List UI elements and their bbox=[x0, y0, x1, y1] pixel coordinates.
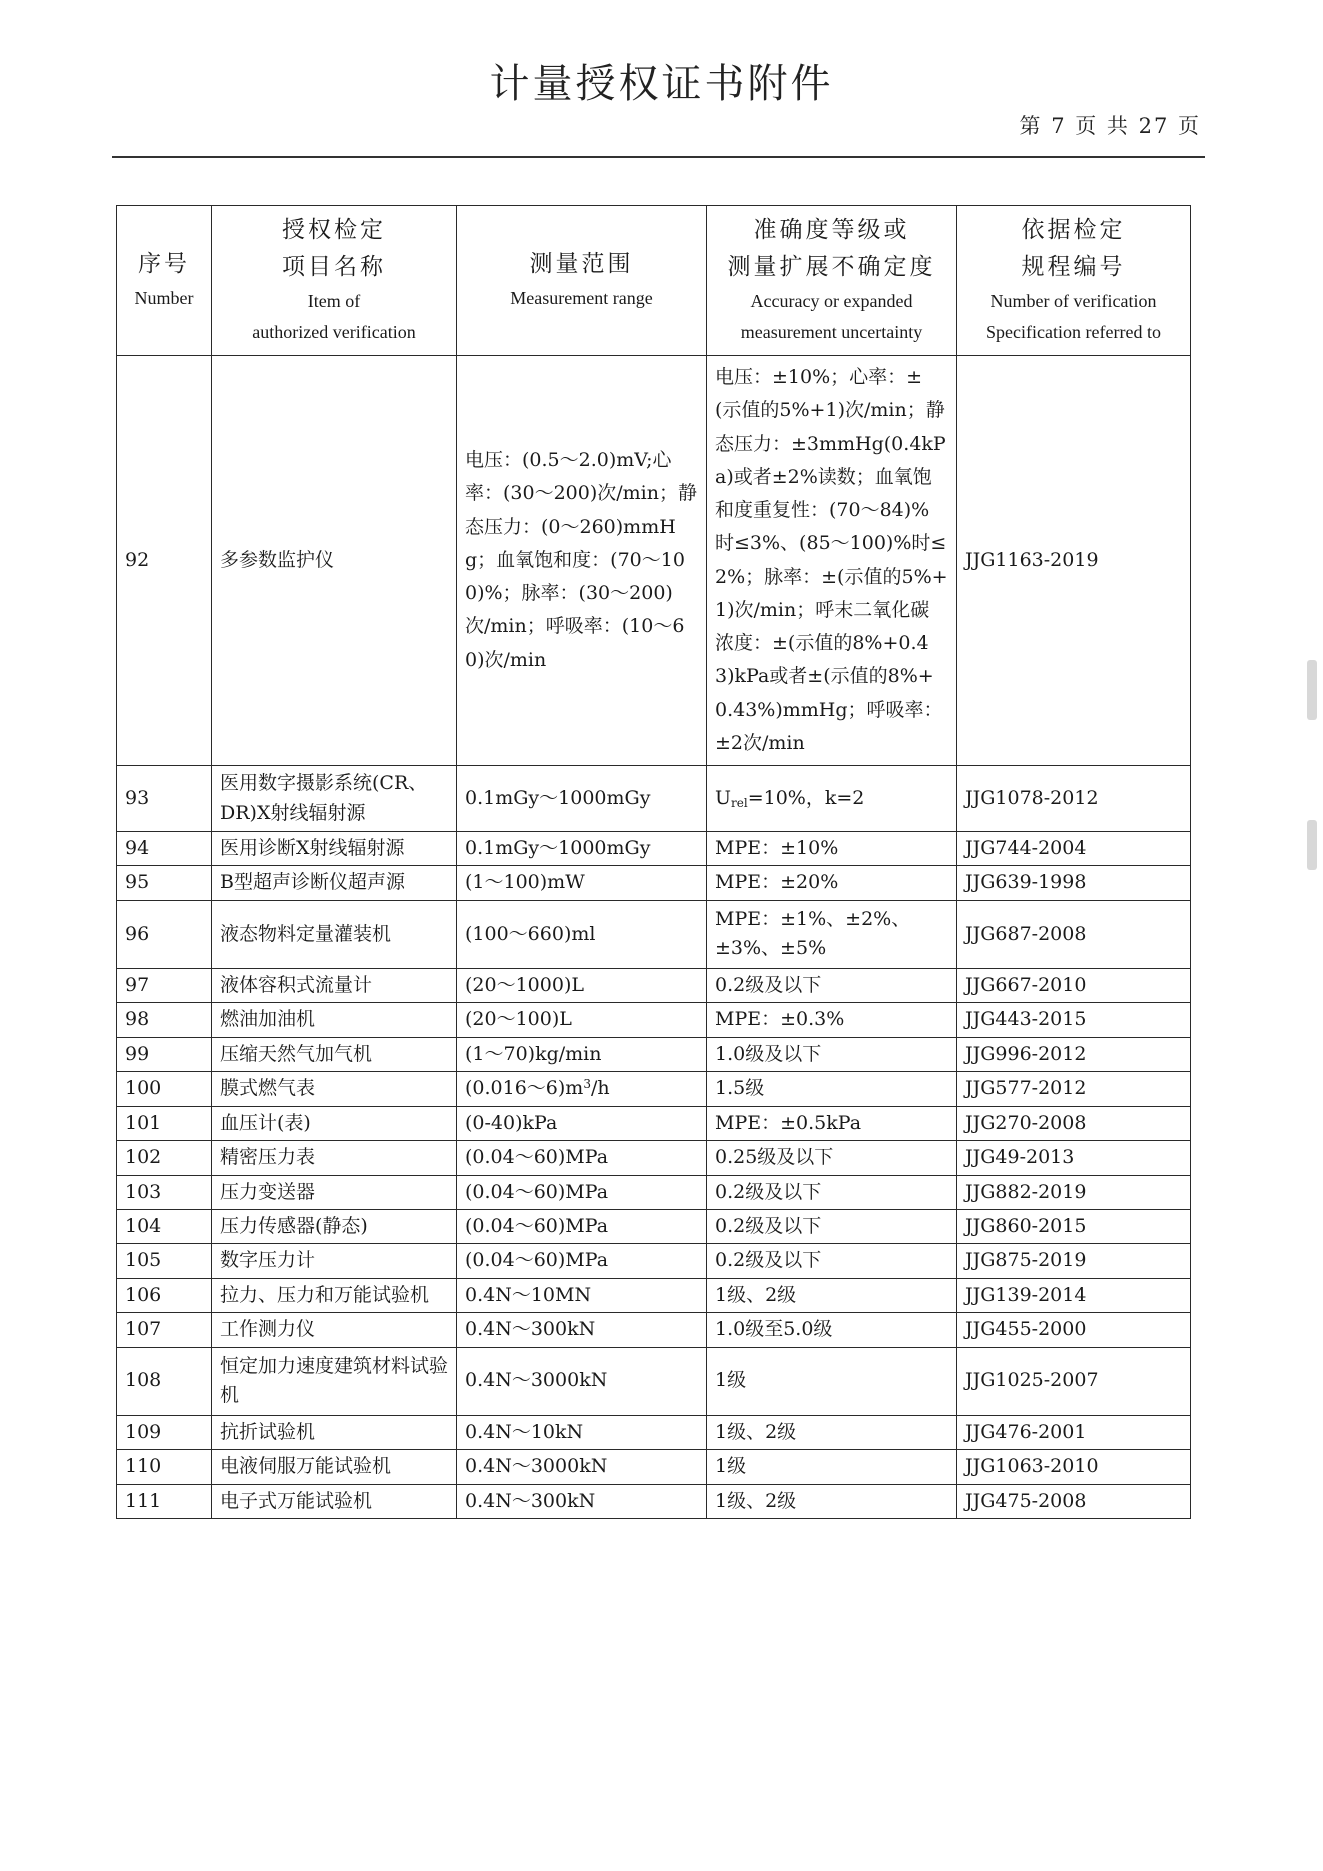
header-accuracy-cn-2: 测量扩展不确定度 bbox=[727, 254, 936, 280]
row-item: 拉力、压力和万能试验机 bbox=[212, 1278, 457, 1312]
table-row bbox=[117, 1003, 1191, 1037]
table-row bbox=[117, 1209, 1191, 1243]
row-item: 抗折试验机 bbox=[212, 1415, 457, 1449]
row-accuracy: 0.2级及以下 bbox=[707, 968, 957, 1002]
header-accuracy-en-1: Accuracy or expanded bbox=[750, 290, 913, 311]
header-number-cn: 序号 bbox=[138, 251, 190, 278]
row-spec: JJG1063-2010 bbox=[957, 1450, 1191, 1484]
row-spec: JJG1163-2019 bbox=[957, 356, 1191, 766]
header-spec-en-2: Specification referred to bbox=[986, 322, 1161, 343]
row-item: 医用数字摄影系统(CR、DR)X射线辐射源 bbox=[212, 766, 457, 832]
row-spec: JJG687-2008 bbox=[957, 900, 1191, 968]
table-header-row bbox=[117, 206, 1191, 356]
row-range: (0.04～60)MPa bbox=[457, 1175, 707, 1209]
row-accuracy: 1级 bbox=[707, 1347, 957, 1415]
row-item: 电子式万能试验机 bbox=[212, 1484, 457, 1518]
header-spec-en-1: Number of verification bbox=[990, 290, 1157, 311]
row-number: 100 bbox=[117, 1072, 212, 1106]
range-suffix: /h bbox=[590, 1077, 610, 1100]
table-row bbox=[117, 1141, 1191, 1175]
row-range: (0.04～60)MPa bbox=[457, 1141, 707, 1175]
row-range bbox=[457, 1072, 707, 1106]
header-accuracy-cn-1: 准确度等级或 bbox=[753, 217, 910, 244]
row-number: 109 bbox=[117, 1415, 212, 1449]
row-range: 0.4N～3000kN bbox=[457, 1347, 707, 1415]
row-item: 液态物料定量灌装机 bbox=[212, 900, 457, 968]
table-row bbox=[117, 968, 1191, 1002]
row-range: 0.4N～3000kN bbox=[457, 1450, 707, 1484]
table-row bbox=[117, 1106, 1191, 1140]
row-item: 数字压力计 bbox=[212, 1244, 457, 1278]
header-item-cn-2: 项目名称 bbox=[282, 254, 386, 280]
row-spec: JJG875-2019 bbox=[957, 1244, 1191, 1278]
row-item: 压缩天然气加气机 bbox=[212, 1037, 457, 1071]
row-number: 97 bbox=[117, 968, 212, 1002]
row-accuracy: 1级、2级 bbox=[707, 1415, 957, 1449]
row-spec: JJG49-2013 bbox=[957, 1141, 1191, 1175]
row-spec: JJG270-2008 bbox=[957, 1106, 1191, 1140]
row-number: 110 bbox=[117, 1450, 212, 1484]
row-spec: JJG639-1998 bbox=[957, 866, 1191, 900]
row-accuracy: 1.0级及以下 bbox=[707, 1037, 957, 1071]
row-number: 99 bbox=[117, 1037, 212, 1071]
row-number: 102 bbox=[117, 1141, 212, 1175]
row-number: 106 bbox=[117, 1278, 212, 1312]
authorization-table bbox=[116, 205, 1191, 1519]
range-prefix: (0.016～6)m bbox=[465, 1077, 584, 1100]
table-row bbox=[117, 766, 1191, 832]
row-accuracy: MPE：±0.5kPa bbox=[707, 1106, 957, 1140]
scan-margin-mark bbox=[1307, 820, 1317, 870]
row-number: 92 bbox=[117, 356, 212, 766]
row-accuracy: 0.2级及以下 bbox=[707, 1209, 957, 1243]
table-row bbox=[117, 1244, 1191, 1278]
row-number: 96 bbox=[117, 900, 212, 968]
row-number: 94 bbox=[117, 832, 212, 866]
row-accuracy: 0.2级及以下 bbox=[707, 1175, 957, 1209]
row-range: (1～70)kg/min bbox=[457, 1037, 707, 1071]
scan-margin-mark bbox=[1307, 660, 1317, 720]
row-number: 108 bbox=[117, 1347, 212, 1415]
row-spec: JJG577-2012 bbox=[957, 1072, 1191, 1106]
row-range: 0.1mGy～1000mGy bbox=[457, 766, 707, 832]
row-range: 电压：(0.5～2.0)mV;心率：(30～200)次/min；静态压力：(0～260)mmHg；血氧饱和度：(70～100)%；脉率：(30～200)次/min；呼吸率：(10～60)次/min bbox=[457, 356, 707, 766]
row-range: (100～660)ml bbox=[457, 900, 707, 968]
header-divider bbox=[112, 156, 1205, 158]
header-range bbox=[457, 206, 707, 356]
row-number: 104 bbox=[117, 1209, 212, 1243]
row-spec: JJG476-2001 bbox=[957, 1415, 1191, 1449]
row-item: 精密压力表 bbox=[212, 1141, 457, 1175]
header-item-en-2: authorized verification bbox=[252, 322, 416, 343]
row-accuracy: MPE：±20% bbox=[707, 866, 957, 900]
row-item: B型超声诊断仪超声源 bbox=[212, 866, 457, 900]
row-accuracy: 1级、2级 bbox=[707, 1278, 957, 1312]
row-spec: JJG455-2000 bbox=[957, 1313, 1191, 1347]
accuracy-suffix: =10%，k=2 bbox=[747, 786, 865, 809]
table-row bbox=[117, 1278, 1191, 1312]
row-range: 0.1mGy～1000mGy bbox=[457, 832, 707, 866]
header-number bbox=[117, 206, 212, 356]
row-spec: JJG882-2019 bbox=[957, 1175, 1191, 1209]
accuracy-prefix: U bbox=[715, 786, 732, 809]
row-range: (1～100)mW bbox=[457, 866, 707, 900]
table-row bbox=[117, 900, 1191, 968]
row-number: 93 bbox=[117, 766, 212, 832]
row-item: 燃油加油机 bbox=[212, 1003, 457, 1037]
row-accuracy: 1.5级 bbox=[707, 1072, 957, 1106]
header-spec-cn-2: 规程编号 bbox=[1021, 254, 1126, 280]
row-number: 111 bbox=[117, 1484, 212, 1518]
row-accuracy: 1级、2级 bbox=[707, 1484, 957, 1518]
row-accuracy: MPE：±0.3% bbox=[707, 1003, 957, 1037]
row-item: 医用诊断X射线辐射源 bbox=[212, 832, 457, 866]
row-item: 压力传感器(静态) bbox=[212, 1209, 457, 1243]
row-item: 压力变送器 bbox=[212, 1175, 457, 1209]
row-range: 0.4N～300kN bbox=[457, 1484, 707, 1518]
row-number: 101 bbox=[117, 1106, 212, 1140]
table-row bbox=[117, 1415, 1191, 1449]
row-item: 工作测力仪 bbox=[212, 1313, 457, 1347]
header-item-en-1: Item of bbox=[307, 290, 361, 311]
header-number-en: Number bbox=[134, 288, 194, 309]
row-item: 恒定加力速度建筑材料试验机 bbox=[212, 1347, 457, 1415]
row-accuracy: MPE：±1%、±2%、±3%、±5% bbox=[707, 900, 957, 968]
row-accuracy: 电压：±10%；心率：±(示值的5%+1)次/min；静态压力：±3mmHg(0.4kPa)或者±2%读数；血氧饱和度重复性：(70～84)%时≤3%、(85～100)%时≤2%；脉率：±(示值的5%+1)次/min；呼末二氧化碳浓度：±(示值的8%+0.43)kPa或者±(示值的8%+0.43%)mmHg；呼吸率：±2次/min bbox=[707, 356, 957, 766]
document-title: 计量授权证书附件 bbox=[489, 61, 834, 107]
header-accuracy bbox=[707, 206, 957, 356]
row-spec: JJG1078-2012 bbox=[957, 766, 1191, 832]
row-number: 98 bbox=[117, 1003, 212, 1037]
row-item: 电液伺服万能试验机 bbox=[212, 1450, 457, 1484]
row-accuracy: 1级 bbox=[707, 1450, 957, 1484]
row-accuracy: MPE：±10% bbox=[707, 832, 957, 866]
row-spec: JJG443-2015 bbox=[957, 1003, 1191, 1037]
table-row bbox=[117, 1037, 1191, 1071]
accuracy-subscript: rel bbox=[731, 795, 748, 810]
table-row bbox=[117, 1484, 1191, 1518]
table-row bbox=[117, 1175, 1191, 1209]
row-item: 多参数监护仪 bbox=[212, 356, 457, 766]
table-row bbox=[117, 866, 1191, 900]
page-indicator: 第 7 页 共 27 页 bbox=[1019, 114, 1201, 138]
row-item: 血压计(表) bbox=[212, 1106, 457, 1140]
table-row bbox=[117, 1347, 1191, 1415]
header-accuracy-en-2: measurement uncertainty bbox=[740, 322, 923, 343]
row-range: (0.04～60)MPa bbox=[457, 1244, 707, 1278]
row-accuracy: 1.0级至5.0级 bbox=[707, 1313, 957, 1347]
row-range: (20～100)L bbox=[457, 1003, 707, 1037]
table-row bbox=[117, 356, 1191, 766]
row-spec: JJG667-2010 bbox=[957, 968, 1191, 1002]
header-spec bbox=[957, 206, 1191, 356]
header-range-cn: 测量范围 bbox=[529, 251, 634, 278]
table-row bbox=[117, 1072, 1191, 1106]
row-number: 95 bbox=[117, 866, 212, 900]
header-item-cn-1: 授权检定 bbox=[282, 217, 386, 244]
row-spec: JJG1025-2007 bbox=[957, 1347, 1191, 1415]
row-range: 0.4N～300kN bbox=[457, 1313, 707, 1347]
row-spec: JJG996-2012 bbox=[957, 1037, 1191, 1071]
table-row bbox=[117, 1313, 1191, 1347]
row-range: (0.04～60)MPa bbox=[457, 1209, 707, 1243]
row-number: 103 bbox=[117, 1175, 212, 1209]
row-item: 膜式燃气表 bbox=[212, 1072, 457, 1106]
row-number: 107 bbox=[117, 1313, 212, 1347]
row-item: 液体容积式流量计 bbox=[212, 968, 457, 1002]
row-accuracy bbox=[707, 766, 957, 832]
range-superscript: 3 bbox=[583, 1077, 591, 1092]
row-range: 0.4N～10kN bbox=[457, 1415, 707, 1449]
row-spec: JJG475-2008 bbox=[957, 1484, 1191, 1518]
row-range: (20～1000)L bbox=[457, 968, 707, 1002]
table-row bbox=[117, 832, 1191, 866]
row-accuracy: 0.2级及以下 bbox=[707, 1244, 957, 1278]
row-number: 105 bbox=[117, 1244, 212, 1278]
row-spec: JJG860-2015 bbox=[957, 1209, 1191, 1243]
header-range-en: Measurement range bbox=[510, 288, 653, 309]
row-range: (0-40)kPa bbox=[457, 1106, 707, 1140]
header-spec-cn-1: 依据检定 bbox=[1021, 217, 1126, 244]
row-spec: JJG139-2014 bbox=[957, 1278, 1191, 1312]
table-row bbox=[117, 1450, 1191, 1484]
header-item bbox=[212, 206, 457, 356]
row-range: 0.4N～10MN bbox=[457, 1278, 707, 1312]
row-spec: JJG744-2004 bbox=[957, 832, 1191, 866]
row-accuracy: 0.25级及以下 bbox=[707, 1141, 957, 1175]
